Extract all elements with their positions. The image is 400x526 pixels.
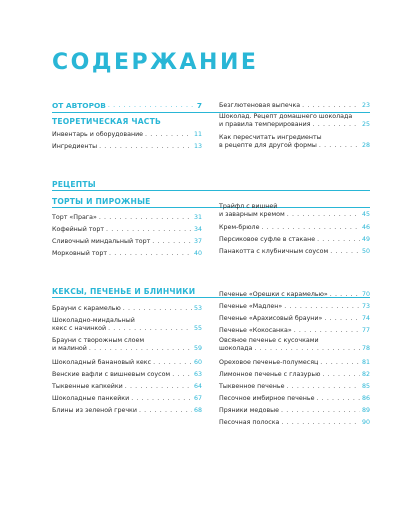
toc-entry-multiline[interactable]: Как пересчитать ингредиенты в рецепте для другой формы . . . 28 [219,134,370,150]
toc-entry-multiline[interactable]: Шоколад. Рецепт домашнего шоколада и правила темперирования . . . 25 [219,113,370,129]
toc-entry[interactable]: Крем-брюле . . . 46 [219,224,370,232]
toc-entry[interactable]: Пряники медовые . . . 89 [219,407,370,415]
toc-entry[interactable]: Ореховое печенье-полумесяц . . . 81 [219,359,370,367]
toc-entry[interactable]: Блины из зеленой гречки . . . 68 [52,407,202,415]
toc-entry[interactable]: Печенье «Мадлен» . . . 73 [219,303,370,311]
toc-entry[interactable]: Печенье «Арахисовый брауни» . . . 74 [219,315,370,323]
section-recipes-title: РЕЦЕПТЫ [52,180,96,189]
toc-entry[interactable]: Персиковое суфле в стакане . . . 49 [219,236,370,244]
toc-entry[interactable]: Панакотта с клубничным соусом . . . 50 [219,248,370,256]
section-cupcakes-title: КЕКСЫ, ПЕЧЕНЬЕ И БЛИНЧИКИ [52,287,196,296]
section-cakes-title: ТОРТЫ И ПИРОЖНЫЕ [52,197,151,206]
section-theory-title: ТЕОРЕТИЧЕСКАЯ ЧАСТЬ [52,117,161,126]
toc-entry[interactable]: Песочное имбирное печенье . . . 86 [219,395,370,403]
toc-entry-multiline[interactable]: Брауни с творожным слоем и малиной . . . 59 [52,337,202,353]
toc-entry[interactable]: Шоколадный банановый кекс . . . 60 [52,359,202,367]
toc-entry[interactable]: Ингредиенты . . . 13 [52,143,202,151]
toc-entry-from-authors[interactable]: ОТ АВТОРОВ . . . 7 [52,102,202,110]
toc-entry-multiline[interactable]: Трайфл с вишней и заварным кремом . . . 45 [219,203,370,219]
toc-entry-multiline[interactable]: Шоколадно-миндальный кекс с начинкой . . . 55 [52,317,202,333]
toc-entry[interactable]: Печенье «Орешки с карамелью» . . . 70 [219,291,370,299]
toc-entry[interactable]: Торт «Прага» . . . 31 [52,214,202,222]
toc-entry[interactable]: Инвентарь и оборудование . . . 11 [52,131,202,139]
toc-entry[interactable]: Венские вафли с вишневым соусом . . . 63 [52,371,202,379]
toc-entry[interactable]: Сливочный миндальный торт . . . 37 [52,238,202,246]
page-title: СОДЕРЖАНИЕ [52,50,259,75]
toc-entry[interactable]: Тыквенное печенье . . . 85 [219,383,370,391]
toc-entry[interactable]: Брауни с карамелью . . . 53 [52,305,202,313]
toc-entry[interactable]: Лимонное печенье с глазурью . . . 82 [219,371,370,379]
toc-entry[interactable]: Песочная полоска . . . 90 [219,419,370,427]
section-divider [52,190,370,191]
toc-entry[interactable]: Кофейный торт . . . 34 [52,226,202,234]
toc-entry-multiline[interactable]: Овсяное печенье с кусочками шоколада . . . 78 [219,337,370,353]
toc-entry[interactable]: Шоколадные панкейки . . . 67 [52,395,202,403]
toc-entry[interactable]: Тыквенные капкейки . . . 64 [52,383,202,391]
toc-entry[interactable]: Морковный торт . . . 40 [52,250,202,258]
toc-entry[interactable]: Безглютеновая выпечка . . . 23 [219,102,370,110]
toc-entry[interactable]: Печенье «Кокосанка» . . . 77 [219,327,370,335]
